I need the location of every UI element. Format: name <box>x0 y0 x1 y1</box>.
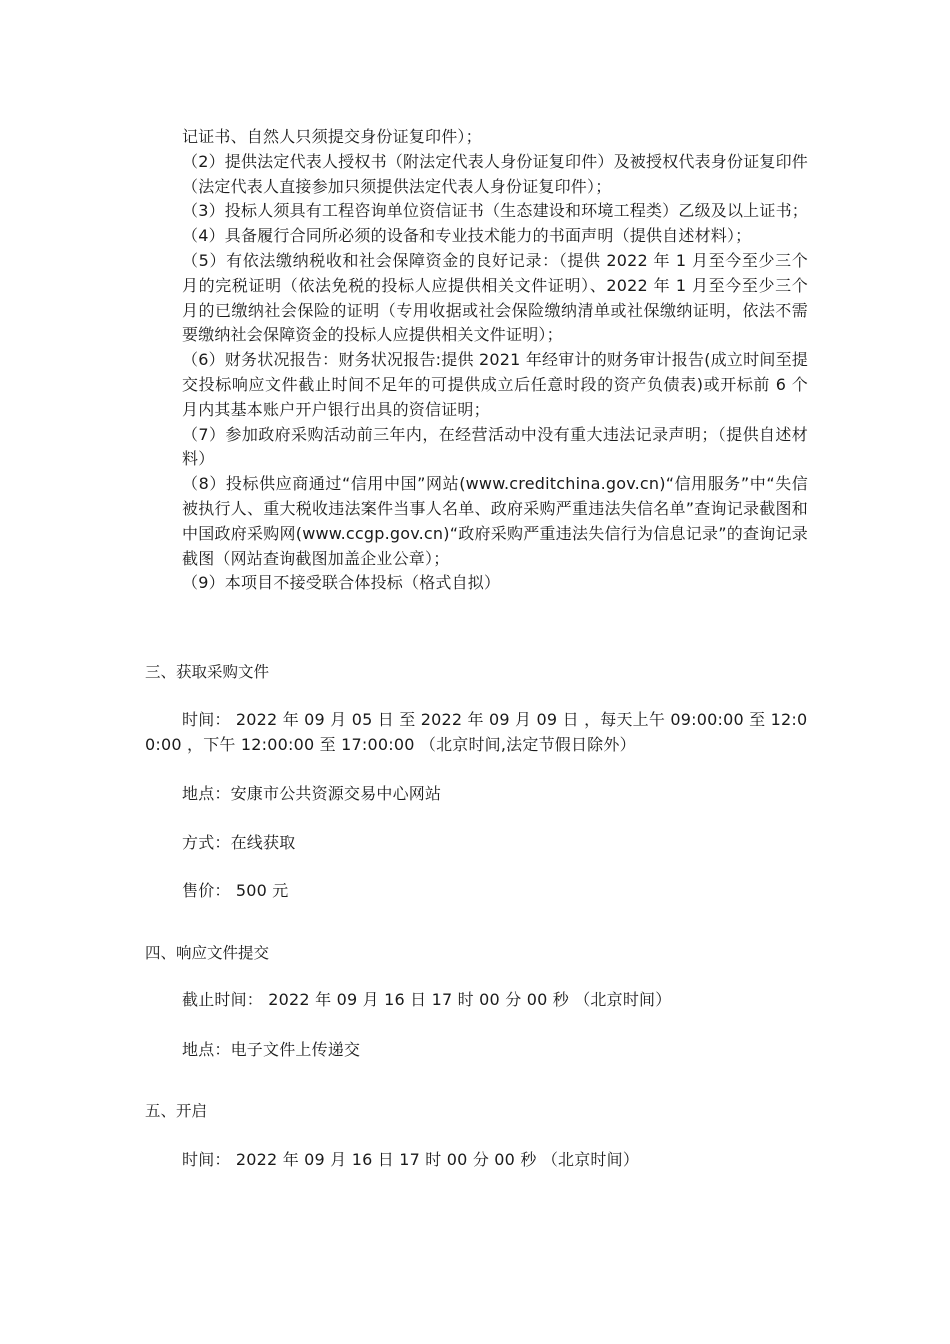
obtain-price: 售价： 500 元 <box>182 881 289 900</box>
submission-deadline: 截止时间： 2022 年 09 月 16 日 17 时 00 分 00 秒 （北京时间） <box>182 990 672 1009</box>
requirement-item: （4）具备履行合同所必须的设备和专业技术能力的书面声明（提供自述材料）； <box>182 226 752 246</box>
submission-location: 地点：电子文件上传递交 <box>182 1040 361 1059</box>
section-title-opening: 五、开启 <box>145 1102 208 1120</box>
requirement-item: （2）提供法定代表人授权书（附法定代表人身份证复印件）及被授权代表身份证复印件（法定代表人直接参加只须提供法定代表人身份证复印件）； <box>182 151 808 196</box>
obtain-location: 地点：安康市公共资源交易中心网站 <box>182 784 442 803</box>
requirement-item: 记证书、自然人只须提交身份证复印件）； <box>182 127 482 146</box>
obtain-method: 方式：在线获取 <box>182 833 296 852</box>
obtain-time: 时间： 2022 年 09 月 05 日 至 2022 年 09 月 09 日 ，每天上午 09:00:00 至 12:00:00 ，下午 12:00:00 至 17:00:00 （北京时间,法定节假日除外） <box>145 710 808 754</box>
requirement-item: （9）本项目不接受联合体投标（格式自拟） <box>182 573 501 593</box>
opening-time: 时间： 2022 年 09 月 16 日 17 时 00 分 00 秒 （北京时间） <box>182 1150 640 1169</box>
requirement-item: （7）参加政府采购活动前三年内，在经营活动中没有重大违法记录声明；（提供自述材料） <box>182 424 808 469</box>
qualification-requirements <box>182 125 808 596</box>
requirement-item: （8）投标供应商通过“信用中国”网站(www.creditchina.gov.cn)“信用服务”中“失信被执行人、重大税收违法案件当事人名单、政府采购严重违法失信名单”查询记录截图和中国政府采购网(www.ccgp.gov.cn)“政府采购严重违法失信行为信息记录”的查询记录截图（网站查询截图加盖企业公章）； <box>182 474 808 568</box>
section-title-submission: 四、响应文件提交 <box>145 944 270 962</box>
requirement-item: （3）投标人须具有工程咨询单位资信证书（生态建设和环境工程类）乙级及以上证书； <box>182 201 808 221</box>
section-title-obtain-documents: 三、获取采购文件 <box>145 663 270 681</box>
requirement-item: （5）有依法缴纳税收和社会保障资金的良好记录：（提供 2022 年 1 月至今至少三个月的完税证明（依法免税的投标人应提供相关文件证明）、2022 年 1 月至今至少三个月的已缴纳社会保险的证明（专用收据或社会保险缴纳清单或社保缴纳证明，依法不需要缴纳社会保障资金的投标人应提供相关文件证明）； <box>182 250 808 345</box>
requirement-item: （6）财务状况报告：财务状况报告:提供 2021 年经审计的财务审计报告(成立时间至提交投标响应文件截止时间不足年的可提供成立后任意时段的资产负债表)或开标前 6 个月内其基本账户开户银行出具的资信证明； <box>182 350 808 419</box>
